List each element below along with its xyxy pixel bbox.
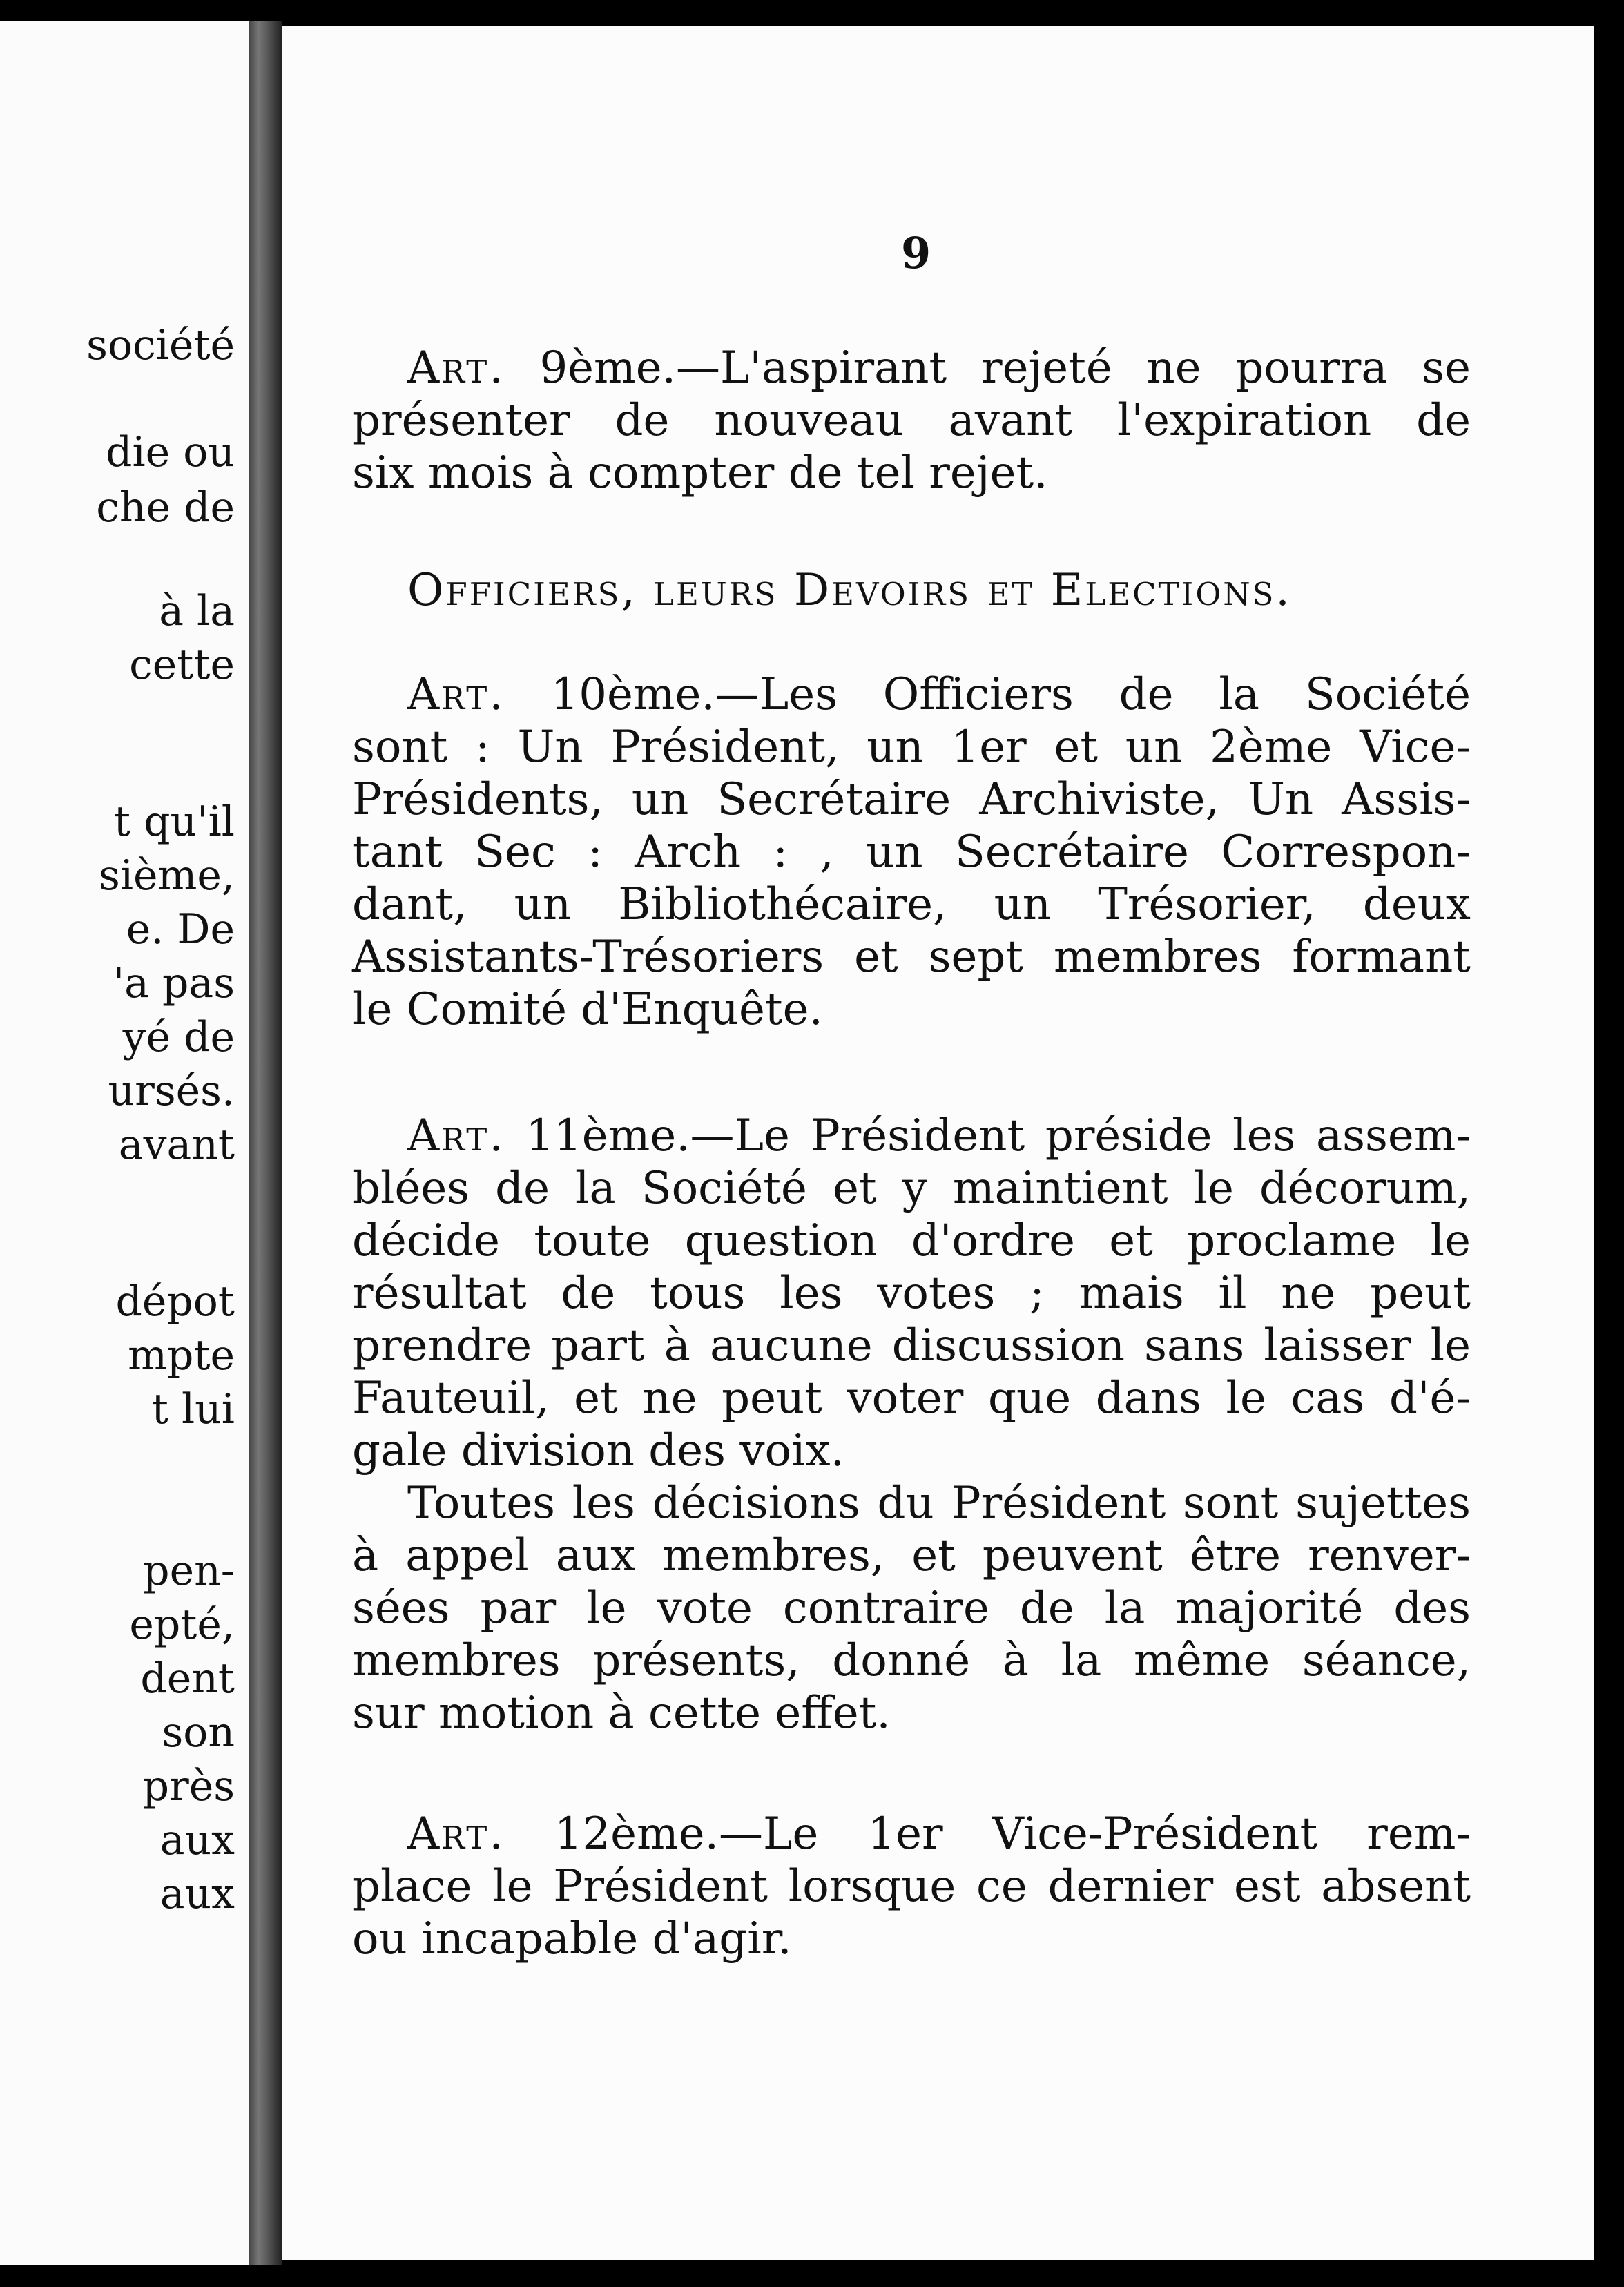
facing-page-line: che de <box>96 483 235 532</box>
article-11-line: sées par le vote contraire de la majorité des <box>352 1583 1471 1634</box>
page-number: 9 <box>901 228 931 278</box>
facing-page-line: e. De <box>126 905 235 954</box>
article-11-line: sur motion à cette effet. <box>352 1688 891 1739</box>
article-9 <box>352 342 1471 499</box>
article-12-line: place le Président lorsque ce dernier est absent <box>352 1861 1471 1912</box>
section-heading: Officiers, leurs Devoirs et Elections. <box>407 565 1292 616</box>
facing-page-line: cette <box>129 641 235 689</box>
facing-page-line: die ou <box>106 428 235 476</box>
facing-page-line: 'a pas <box>113 959 235 1007</box>
facing-page-line: société <box>86 321 235 369</box>
article-12-line: Art. 12ème.—Le 1er Vice-Président rem- <box>407 1808 1471 1860</box>
facing-page-line: sième, <box>99 851 235 900</box>
facing-page-line: son <box>162 1708 235 1757</box>
facing-page-line: yé de <box>122 1013 235 1061</box>
facing-page-fragment <box>0 21 249 2265</box>
article-12-line: ou incapable d'agir. <box>352 1913 792 1965</box>
article-label: Art. <box>407 342 505 394</box>
article-10-line: Art. 10ème.—Les Officiers de la Société <box>407 669 1471 720</box>
facing-page-line: dent <box>140 1654 235 1703</box>
article-11-line: Art. 11ème.—Le Président préside les assem- <box>407 1110 1471 1161</box>
facing-page-line: mpte <box>128 1331 235 1380</box>
article-label: Art. <box>407 669 505 720</box>
article-11-line: gale division des voix. <box>352 1425 844 1476</box>
article-10-line: dant, un Bibliothécaire, un Trésorier, deux <box>352 879 1471 930</box>
article-9-line: Art. 9ème.—L'aspirant rejeté ne pourra se <box>407 342 1471 394</box>
article-10-line: sont : Un Président, un 1er et un 2ème Vice- <box>352 722 1471 773</box>
article-label: Art. <box>407 1808 505 1860</box>
facing-page-line: epté, <box>129 1601 235 1649</box>
article-9-line: six mois à compter de tel rejet. <box>352 447 1048 499</box>
article-11-line: membres présents, donné à la même séance, <box>352 1635 1471 1686</box>
facing-page-line: t lui <box>151 1385 235 1434</box>
article-9-line: présenter de nouveau avant l'expiration de <box>352 395 1471 446</box>
facing-page-line: ursés. <box>108 1067 235 1115</box>
article-12 <box>352 1808 1471 1965</box>
facing-page-line: aux <box>160 1816 235 1864</box>
article-10-line: le Comité d'Enquête. <box>352 984 823 1035</box>
article-11-line: blées de la Société et y maintient le décorum, <box>352 1163 1471 1214</box>
facing-page-line: aux <box>160 1870 235 1918</box>
article-10-line: Présidents, un Secrétaire Archiviste, Un Assis- <box>352 774 1471 825</box>
article-11-line: à appel aux membres, et peuvent être renver- <box>352 1530 1471 1581</box>
article-10-line: tant Sec : Arch : , un Secrétaire Correspon- <box>352 827 1471 878</box>
facing-page-line: à la <box>159 587 235 635</box>
facing-page-line: t qu'il <box>113 798 235 846</box>
facing-page-line: avant <box>118 1121 235 1169</box>
article-11-line: résultat de tous les votes ; mais il ne peut <box>352 1268 1471 1319</box>
article-11-line: Toutes les décisions du Président sont sujettes <box>407 1478 1471 1529</box>
article-11-line: Fauteuil, et ne peut voter que dans le cas d'é- <box>352 1373 1471 1424</box>
facing-page-line: près <box>142 1762 235 1811</box>
article-11-line: décide toute question d'ordre et proclame le <box>352 1215 1471 1266</box>
article-label: Art. <box>407 1110 505 1161</box>
article-11-line: prendre part à aucune discussion sans laisser le <box>352 1320 1471 1371</box>
article-10-line: Assistants-Trésoriers et sept membres formant <box>352 932 1471 983</box>
article-11 <box>352 1110 1471 1739</box>
facing-page-line: pen- <box>143 1547 235 1595</box>
book-gutter <box>249 21 282 2265</box>
facing-page-line: dépot <box>115 1277 235 1326</box>
article-10 <box>352 668 1471 1036</box>
